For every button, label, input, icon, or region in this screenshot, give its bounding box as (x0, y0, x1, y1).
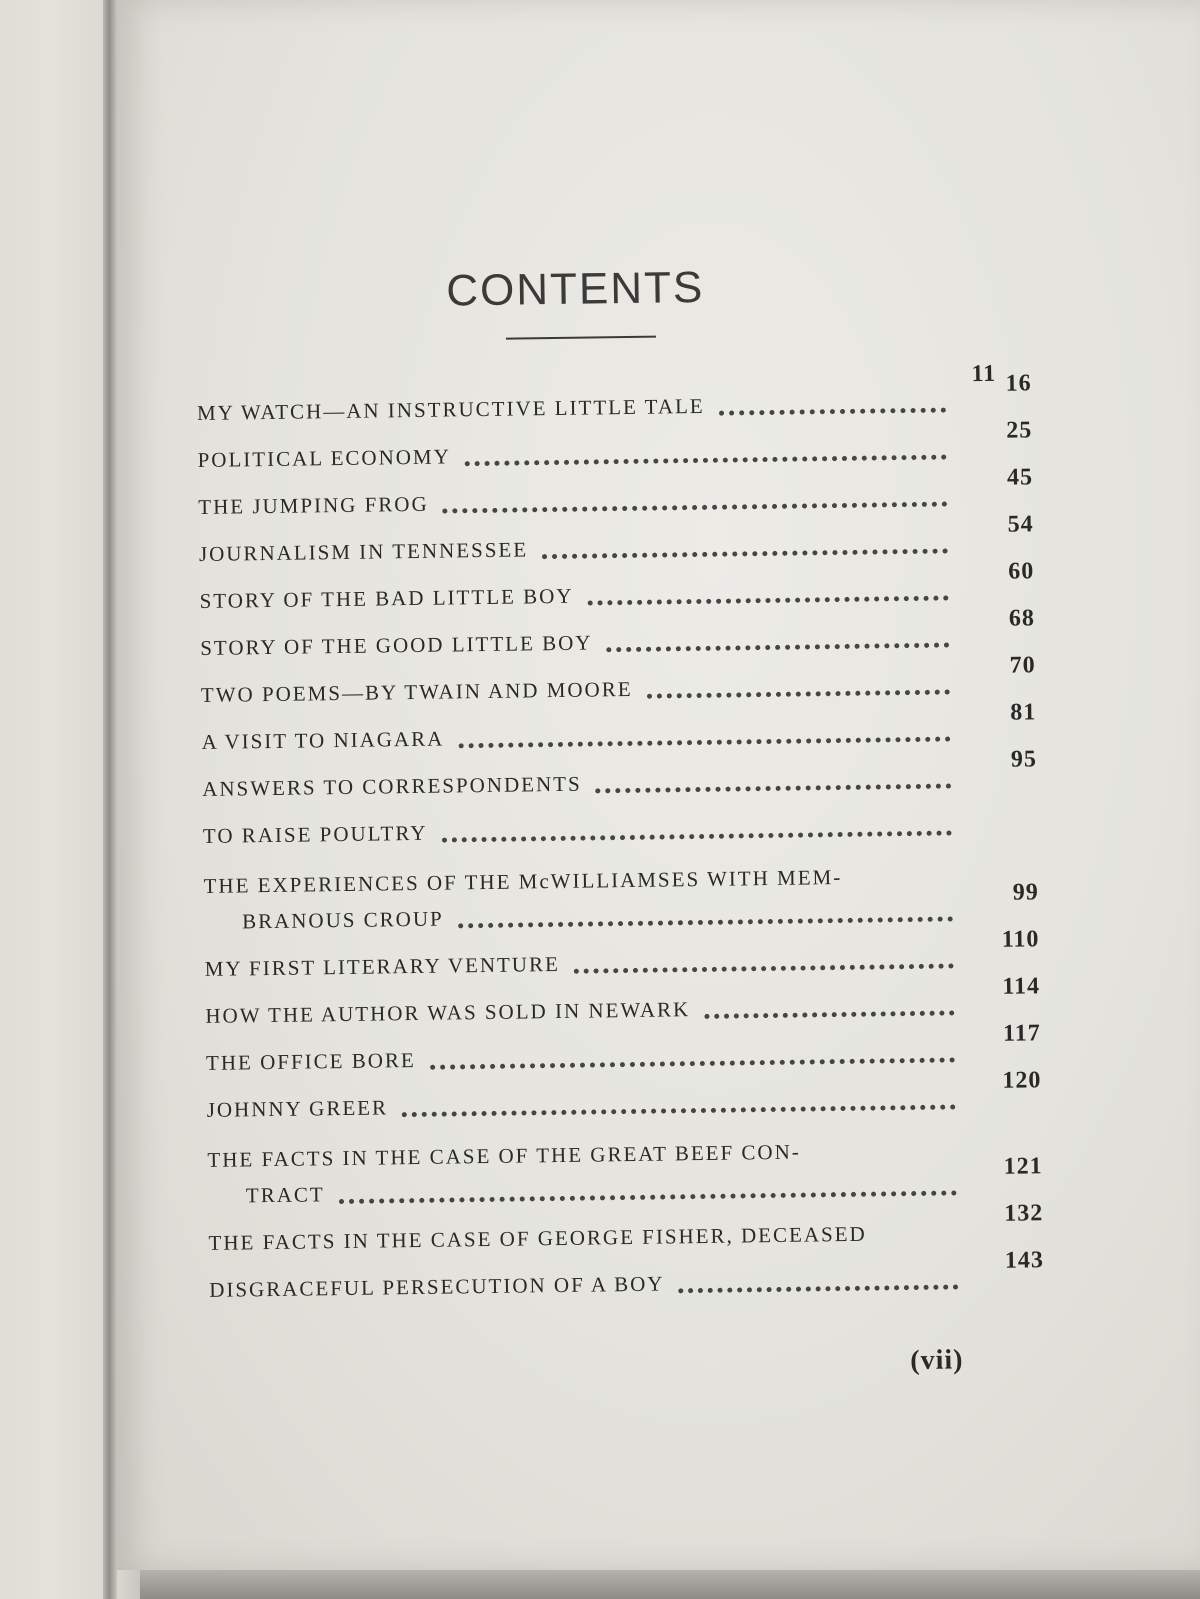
dot-leader (458, 916, 953, 928)
dot-leader (339, 1190, 957, 1204)
toc-entry-title: A VISIT TO NIAGARA (201, 726, 445, 754)
toc-entry-title: JOURNALISM IN TENNESSEE (198, 537, 529, 566)
dot-leader (542, 549, 948, 560)
toc-entry (203, 842, 1074, 940)
book-gutter (103, 0, 117, 1599)
dot-leader (441, 830, 951, 842)
toc-entry-page: 114 (1002, 973, 1041, 1000)
dot-leader (430, 1057, 955, 1069)
dot-leader (704, 1010, 954, 1018)
toc-entry-title: MY FIRST LITERARY VENTURE (204, 951, 561, 981)
toc-entry-title-line2: BRANOUS CROUP (241, 906, 444, 934)
toc-entry-page: 132 (1004, 1200, 1044, 1227)
dot-leader (443, 502, 948, 514)
toc-entry-title: DISGRACEFUL PERSECUTION OF A BOY (209, 1271, 665, 1302)
toc-entry-page: 110 (1001, 926, 1040, 953)
dot-leader (719, 408, 946, 416)
dot-leader (458, 736, 950, 748)
toc-entry-page: 70 (1009, 652, 1036, 679)
contents-block (195, 258, 1079, 1377)
toc-entry-title: MY WATCH—AN INSTRUCTIVE LITTLE TALE (196, 393, 705, 425)
toc-entry-page (958, 824, 1038, 825)
toc-entry-title: STORY OF THE BAD LITTLE BOY (199, 583, 574, 613)
contents-heading: CONTENTS (445, 262, 705, 316)
toc-entry-page: 16 (1005, 370, 1032, 397)
toc-entry-page: 143 (1004, 1247, 1045, 1274)
toc-entry-title: POLITICAL ECONOMY (197, 444, 451, 472)
dot-leader (679, 1284, 959, 1293)
first-page-number: 11 (971, 360, 997, 388)
dot-leader (465, 455, 947, 467)
toc-entry-page: 117 (1002, 1020, 1041, 1047)
dot-leader (402, 1104, 956, 1117)
dot-leader (596, 783, 952, 793)
toc-entry-title: TWO POEMS—BY TWAIN AND MOORE (200, 676, 633, 707)
toc-entry-page: 68 (1008, 605, 1036, 632)
toc-entry (207, 1116, 1078, 1214)
toc-entry-page: 54 (1007, 511, 1034, 538)
heading-rule (506, 336, 656, 340)
toc-entry-title: THE JUMPING FROG (198, 491, 429, 519)
dot-leader (574, 963, 954, 973)
toc-entry-page: 81 (1010, 699, 1037, 726)
dot-leader (588, 596, 949, 606)
toc-entry-page: 99 (1012, 879, 1039, 906)
toc-entry-title-line1: THE FACTS IN THE CASE OF THE GREAT BEEF CON- (207, 1139, 801, 1172)
toc-entry-title: JOHNNY GREER (206, 1095, 389, 1122)
page-edge (140, 1570, 1200, 1599)
toc-entry-page: 95 (1010, 746, 1038, 773)
toc-entry-page: 121 (1003, 1153, 1043, 1180)
dot-leader (607, 643, 950, 653)
toc-entry-title-line1: THE EXPERIENCES OF THE McWILLIAMSES WITH MEM- (203, 865, 843, 898)
toc-entry-page: 45 (1006, 464, 1034, 491)
toc-entry-title: HOW THE AUTHOR WAS SOLD IN NEWARK (205, 997, 691, 1028)
page-folio: (vii) (910, 1344, 964, 1377)
toc-entry-title: TO RAISE POULTRY (202, 820, 428, 848)
toc-entry-title: STORY OF THE GOOD LITTLE BOY (200, 630, 593, 660)
toc-entry-page: 60 (1008, 558, 1035, 585)
toc-entry-title: ANSWERS TO CORRESPONDENTS (202, 771, 582, 801)
toc-list (196, 360, 1080, 1308)
toc-entry-title: THE OFFICE BORE (205, 1047, 416, 1075)
toc-entry-page: 120 (1002, 1067, 1042, 1094)
toc-entry-title: THE FACTS IN THE CASE OF GEORGE FISHER, DECEASED (208, 1221, 867, 1255)
toc-entry-title-line2: TRACT (245, 1182, 325, 1208)
toc-entry-page: 25 (1006, 417, 1033, 444)
dot-leader (647, 690, 950, 699)
